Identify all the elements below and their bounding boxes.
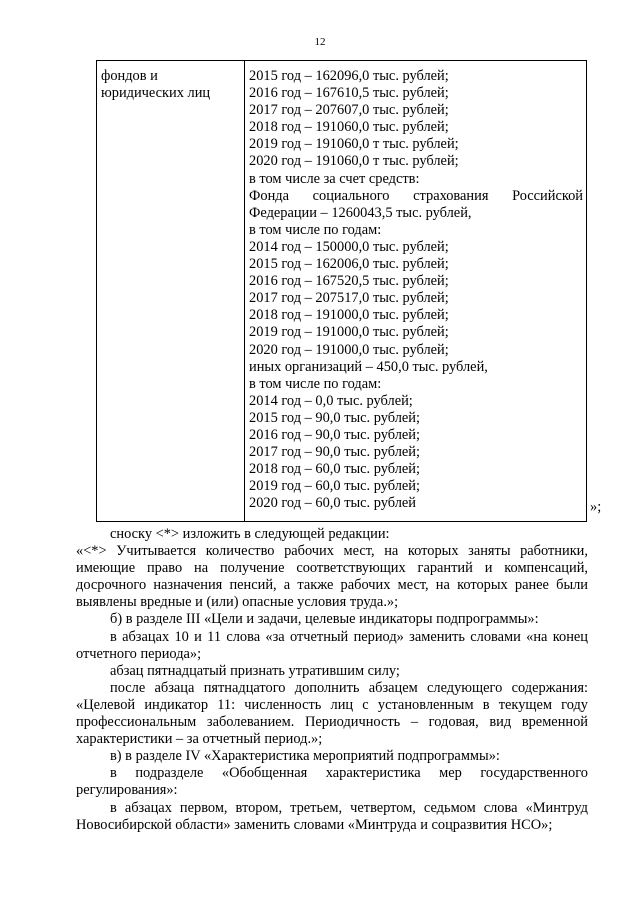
page-number: 12 [314,36,326,48]
funding-line: 2018 год – 191060,0 тыс. рублей; [249,119,449,136]
paragraph-line: отчетного периода»; [76,645,202,662]
paragraph-line: в абзацах 10 и 11 слова «за отчетный период» заменить словами «на конец [110,628,588,645]
paragraph-line: выявлены вредные и (или) опасные условия труда.»; [76,594,399,611]
funding-line: 2017 год – 90,0 тыс. рублей; [249,444,420,461]
funding-line: 2015 год – 162096,0 тыс. рублей; [249,68,449,84]
funding-line: 2018 год – 60,0 тыс. рублей; [249,461,420,478]
paragraph-line: после абзаца пятнадцатого дополнить абзацем следующего содержания: [110,679,588,696]
left-cell-line: юридических лиц [101,85,211,102]
funding-line: 2020 год – 191000,0 тыс. рублей; [249,341,449,358]
paragraph-line: Новосибирской области» заменить словами «Минтруда и соцразвития НСО»; [76,816,553,833]
funding-line: 2020 год – 60,0 тыс. рублей [249,495,416,512]
document-body [76,526,588,834]
paragraph-line: в) в разделе IV «Характеристика мероприятий подпрограммы»: [110,748,500,765]
funding-line: Фонда социального страхования Российской [249,187,583,204]
paragraph-line: имеющие право на получение соответствующих гарантий и компенсаций, [76,560,588,577]
funding-line: 2014 год – 150000,0 тыс. рублей; [249,238,449,255]
funding-line: 2018 год – 191000,0 тыс. рублей; [249,307,449,324]
funding-line: в том числе по годам: [249,375,382,392]
funding-line: 2019 год – 191000,0 тыс. рублей; [249,324,449,341]
funding-table [96,60,587,522]
funding-line: 2016 год – 167610,5 тыс. рублей; [249,85,449,102]
funding-line: Федерации – 1260043,5 тыс. рублей, [249,204,472,221]
funding-line: 2017 год – 207517,0 тыс. рублей; [249,290,449,307]
funding-line: 2020 год – 191060,0 т тыс. рублей; [249,153,459,170]
funding-line: в том числе по годам: [249,221,382,238]
table-right-cell [249,68,583,512]
table-closing-quote: »; [590,499,602,515]
funding-line: в том числе за счет средств: [249,170,420,187]
paragraph-line: «<*> Учитывается количество рабочих мест, на которых заняты работники, [76,543,588,560]
funding-line: 2015 год – 162006,0 тыс. рублей; [249,256,449,273]
funding-line: 2016 год – 90,0 тыс. рублей; [249,426,420,443]
paragraph-line: б) в разделе III «Цели и задачи, целевые индикаторы подпрограммы»: [110,611,539,628]
table-left-cell [101,68,239,102]
funding-line: 2015 год – 90,0 тыс. рублей; [249,409,420,426]
funding-line: 2019 год – 60,0 тыс. рублей; [249,478,420,495]
funding-line: 2016 год – 167520,5 тыс. рублей; [249,273,449,290]
table-column-divider [244,61,245,521]
funding-line: 2014 год – 0,0 тыс. рублей; [249,392,413,409]
paragraph-line: «Целевой индикатор 11: численность лиц с установленным в текущем году [76,696,588,713]
paragraph-line: регулирования»: [76,782,178,799]
funding-line: 2019 год – 191060,0 т тыс. рублей; [249,136,459,153]
paragraph-line: сноску <*> изложить в следующей редакции: [110,526,390,542]
paragraph-line: в подразделе «Обобщенная характеристика мер государственного [110,765,588,782]
funding-line: 2017 год – 207607,0 тыс. рублей; [249,102,449,119]
paragraph-line: характеристики – за отчетный период.»; [76,731,323,748]
funding-line: иных организаций – 450,0 тыс. рублей, [249,358,488,375]
paragraph-line: досрочного назначения пенсий, а также рабочих мест, на которых ранее были [76,577,588,594]
paragraph-line: профессиональным заболеванием. Периодичность – годовая, вид временной [76,714,588,731]
left-cell-line: фондов и [101,68,158,84]
paragraph-line: абзац пятнадцатый признать утратившим силу; [110,662,400,679]
paragraph-line: в абзацах первом, втором, третьем, четвертом, седьмом слова «Минтруд [110,799,588,816]
